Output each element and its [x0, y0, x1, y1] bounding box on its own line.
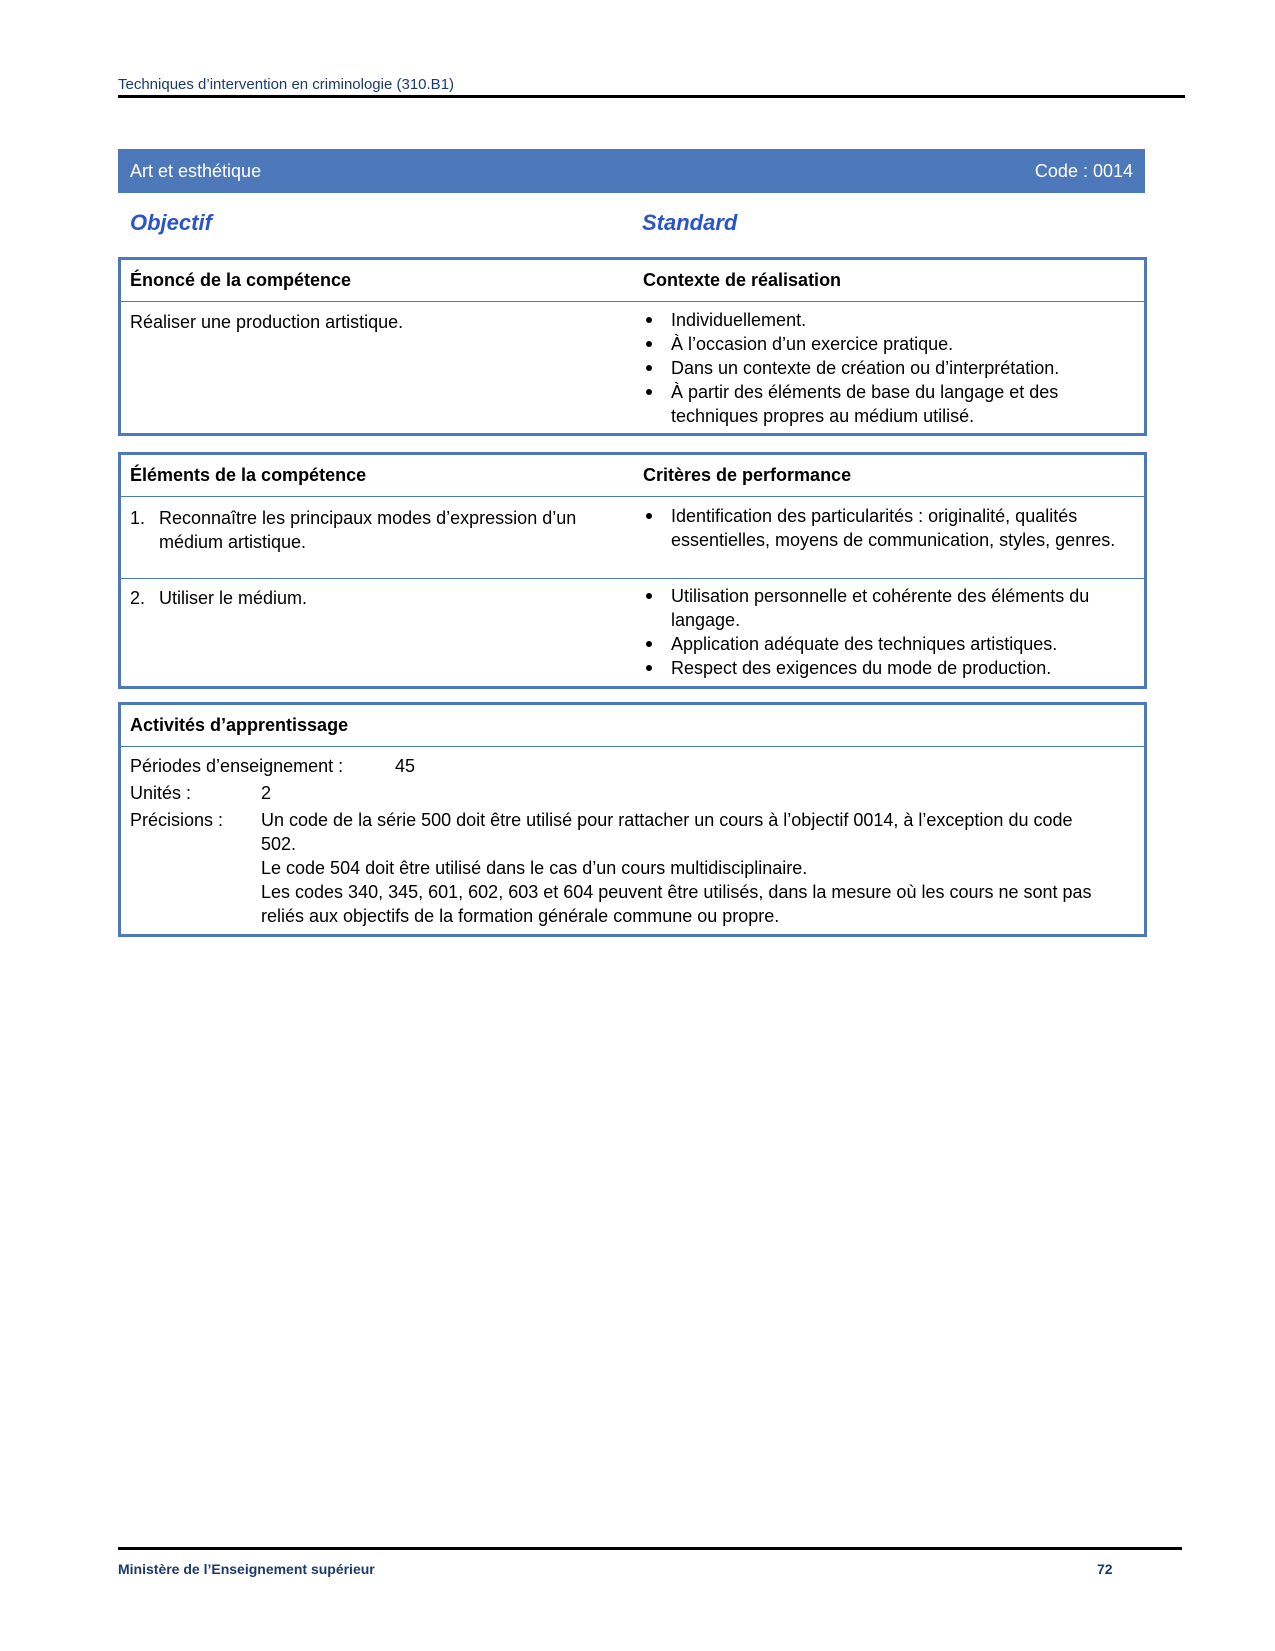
competence-table [118, 257, 1147, 436]
activites-table [118, 702, 1147, 937]
objectif-label: Objectif [130, 210, 212, 235]
activites-table-header [121, 705, 1144, 747]
contexte-item: À partir des éléments de base du langage et des techniques propres au médium utilisé. [643, 380, 1123, 428]
unites-value: 2 [261, 783, 272, 803]
contexte-item: À l’occasion d’un exercice pratique. [643, 332, 1123, 356]
enonce-header: Énoncé de la compétence [130, 270, 352, 290]
periodes-value: 45 [395, 756, 416, 776]
contexte-list [643, 308, 1123, 428]
page-number: 72 [1097, 1561, 1113, 1577]
contexte-header: Contexte de réalisation [643, 270, 842, 290]
criteres-header: Critères de performance [643, 465, 852, 485]
unites-label: Unités : [130, 783, 192, 803]
criteres-list [643, 504, 1123, 552]
element-number: 1. [130, 508, 146, 528]
document-header: Techniques d’intervention en criminologie (310.B1) [118, 76, 455, 93]
precision-text: Les codes 340, 345, 601, 602, 603 et 604 peuvent être utilisés, dans la mesure où les cours ne sont pas reliés aux objectifs de la formation générale commune ou propre. [261, 882, 1092, 926]
elements-header: Éléments de la compétence [130, 465, 367, 485]
activites-header: Activités d’apprentissage [130, 715, 349, 735]
critere-item: Respect des exigences du mode de production. [643, 656, 1123, 680]
critere-item: Application adéquate des techniques artistiques. [643, 632, 1123, 656]
precision-text: Un code de la série 500 doit être utilisé pour rattacher un cours à l’objectif 0014, à l’exception du code 502. [261, 810, 1073, 854]
element-text: Reconnaître les principaux modes d’expression d’un médium artistique. [159, 508, 577, 552]
elements-table-header [121, 455, 1144, 497]
criteres-list [643, 584, 1123, 680]
footer-ministry: Ministère de l’Enseignement supérieur [118, 1561, 375, 1577]
precisions-label: Précisions : [130, 810, 224, 830]
periodes-label: Périodes d’enseignement : [130, 756, 344, 776]
objective-banner [118, 149, 1145, 193]
enonce-text: Réaliser une production artistique. [130, 312, 404, 332]
header-rule [118, 95, 1185, 98]
competence-table-header [121, 260, 1144, 302]
element-text: Utiliser le médium. [159, 588, 308, 608]
row-separator [121, 578, 1144, 579]
precision-text: Le code 504 doit être utilisé dans le cas d’un cours multidisciplinaire. [261, 858, 808, 878]
contexte-item: Dans un contexte de création ou d’interprétation. [643, 356, 1123, 380]
footer-rule [118, 1547, 1182, 1550]
element-number: 2. [130, 588, 146, 608]
objective-code: Code : 0014 [1034, 161, 1133, 181]
elements-table [118, 452, 1147, 689]
standard-label: Standard [642, 210, 738, 235]
objective-title: Art et esthétique [130, 161, 262, 181]
critere-item: Utilisation personnelle et cohérente des éléments du langage. [643, 584, 1123, 632]
critere-item: Identification des particularités : originalité, qualités essentielles, moyens de communication, styles, genres. [643, 504, 1123, 552]
contexte-item: Individuellement. [643, 308, 1123, 332]
